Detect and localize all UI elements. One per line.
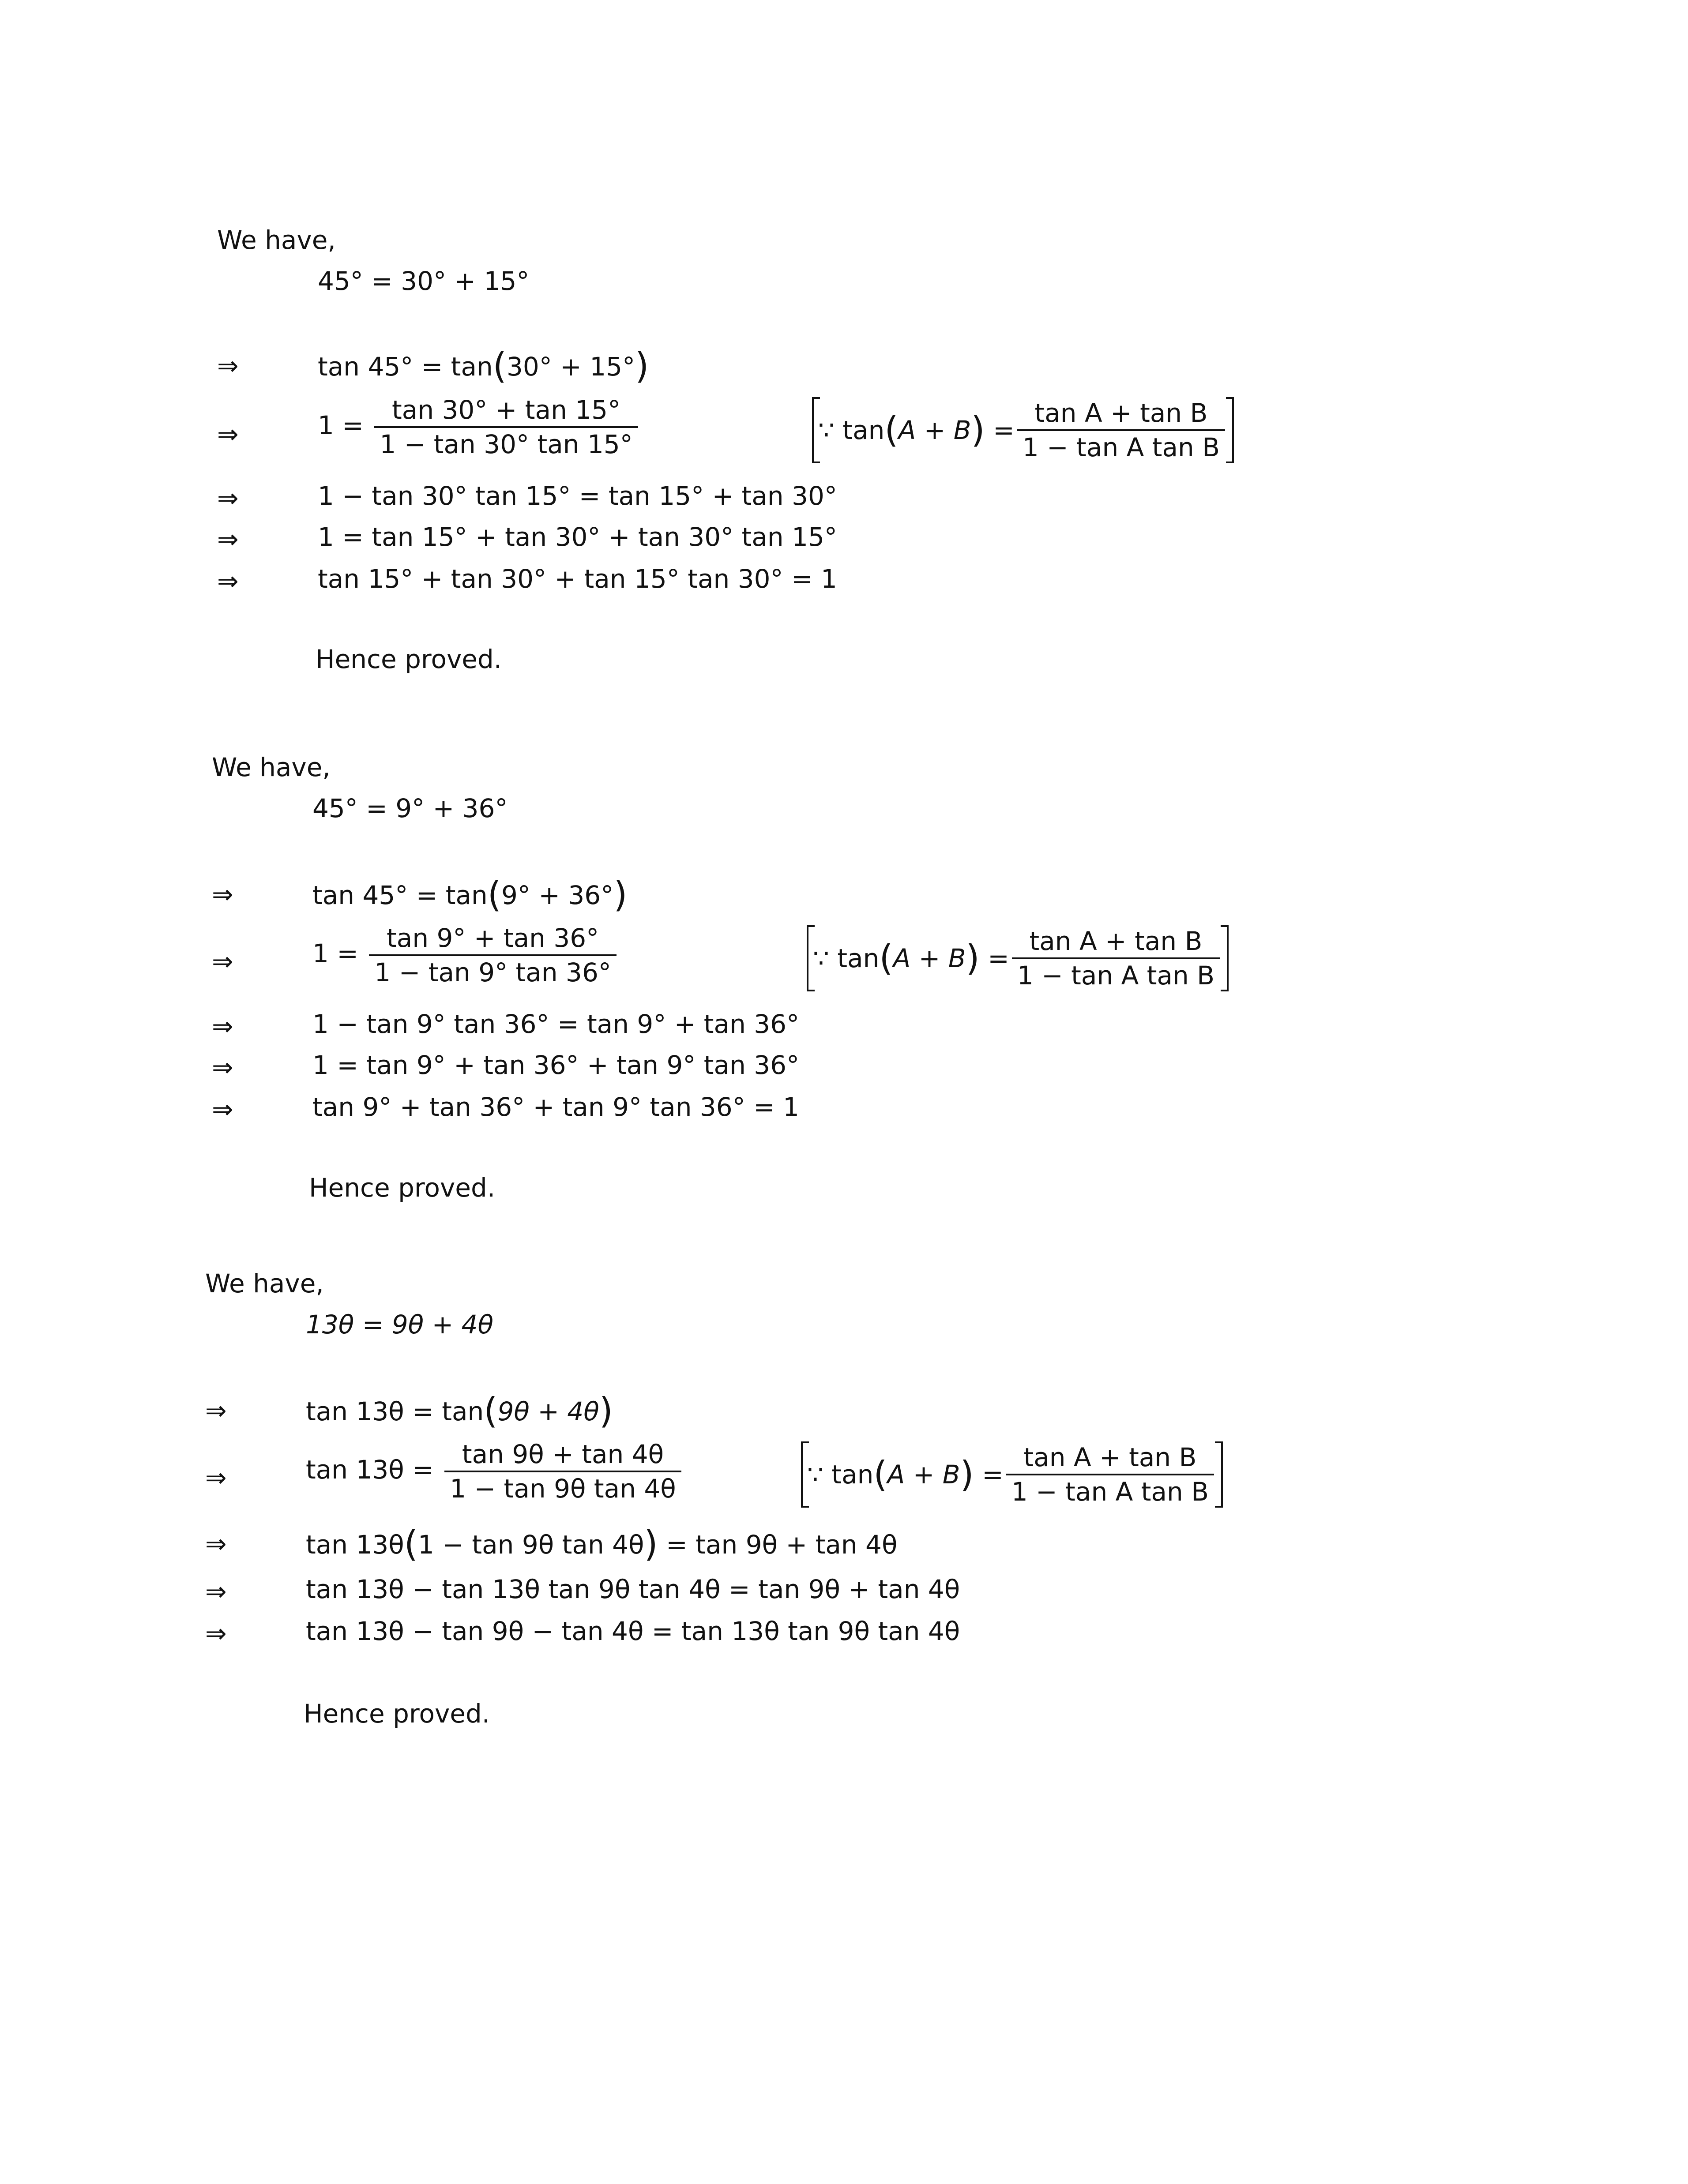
implies-arrow: ⇒ — [217, 524, 239, 554]
step-4: 1 = tan 9° + tan 36° + tan 9° tan 36° — [312, 1050, 800, 1080]
implies-arrow: ⇒ — [217, 351, 239, 381]
base-equation: 13θ = 9θ + 4θ — [306, 1310, 494, 1340]
step-1: tan 45° = tan(9° + 36°) — [312, 874, 628, 915]
implies-arrow: ⇒ — [205, 1618, 227, 1648]
base-equation: 45° = 9° + 36° — [312, 793, 508, 823]
step-1: tan 13θ = tan(9θ + 4θ) — [306, 1390, 613, 1431]
fraction: $\frac{\tan 9^\circ + \tan 36^\circ}{1 - \tan 9^\circ \tan 36^\circ}$ — [369, 925, 616, 985]
implies-arrow: ⇒ — [212, 1094, 233, 1124]
implies-arrow: ⇒ — [212, 879, 233, 909]
implies-arrow: ⇒ — [212, 1011, 233, 1041]
formula-note: ∵ tan ( A + B ) = $\frac{\text{tan A + tan B}}{\text{1 − tan A tan B}}$ — [812, 397, 1234, 463]
conclusion-text: Hence proved. — [316, 644, 502, 674]
implies-arrow: ⇒ — [205, 1463, 227, 1493]
step-3: 1 − tan 9° tan 36° = tan 9° + tan 36° — [312, 1009, 800, 1039]
intro-text: We have, — [212, 752, 331, 782]
step-4: 1 = tan 15° + tan 30° + tan 30° tan 15° — [318, 522, 837, 552]
intro-text: We have, — [205, 1268, 324, 1298]
step-4: tan 13θ − tan 13θ tan 9θ tan 4θ = tan 9θ + tan 4θ — [306, 1574, 960, 1604]
fraction: $\frac{\tan 30^\circ + \tan 15^\circ}{1 - \tan 30^\circ \tan 15^\circ}$ — [374, 397, 638, 457]
implies-arrow: ⇒ — [205, 1529, 227, 1559]
implies-arrow: ⇒ — [212, 1052, 233, 1082]
intro-text: We have, — [217, 225, 336, 255]
implies-arrow: ⇒ — [217, 483, 239, 513]
base-equation: 45° = 30° + 15° — [318, 266, 530, 296]
conclusion-text: Hence proved. — [309, 1173, 496, 1203]
fraction: $\frac{\tan 9\theta + \tan 4\theta}{\text{1 − tan 9θ tan 4θ}}$ — [444, 1441, 681, 1501]
step-1: tan 45° = tan(30° + 15°) — [318, 345, 649, 387]
step-2: 1 = $\frac{\tan 30^\circ + \tan 15^\circ}{1 - \tan 30^\circ \tan 15^\circ}$ — [318, 397, 641, 457]
implies-arrow: ⇒ — [212, 946, 233, 976]
implies-arrow: ⇒ — [205, 1396, 227, 1426]
step-5: tan 9° + tan 36° + tan 9° tan 36° = 1 — [312, 1092, 800, 1122]
step-2: 1 = $\frac{\tan 9^\circ + \tan 36^\circ}{1 - \tan 9^\circ \tan 36^\circ}$ — [312, 925, 619, 985]
step-3: 1 − tan 30° tan 15° = tan 15° + tan 30° — [318, 481, 837, 511]
step-5: tan 15° + tan 30° + tan 15° tan 30° = 1 — [318, 564, 837, 594]
conclusion-text: Hence proved. — [304, 1699, 490, 1729]
formula-note: ∵ tan ( A + B ) = $\frac{\text{tan A + tan B}}{\text{1 − tan A tan B}}$ — [807, 925, 1229, 991]
implies-arrow: ⇒ — [205, 1576, 227, 1606]
step-5: tan 13θ − tan 9θ − tan 4θ = tan 13θ tan 9θ tan 4θ — [306, 1616, 960, 1646]
implies-arrow: ⇒ — [217, 419, 239, 449]
step-2: tan 13θ = $\frac{\tan 9\theta + \tan 4\theta}{\text{1 − tan 9θ tan 4θ}}$ — [306, 1441, 684, 1501]
implies-arrow: ⇒ — [217, 566, 239, 596]
formula-note: ∵ tan ( A + B ) = $\frac{\text{tan A + tan B}}{\text{1 − tan A tan B}}$ — [801, 1441, 1223, 1508]
step-3: tan 13θ(1 − tan 9θ tan 4θ) = tan 9θ + tan 4θ — [306, 1524, 898, 1565]
